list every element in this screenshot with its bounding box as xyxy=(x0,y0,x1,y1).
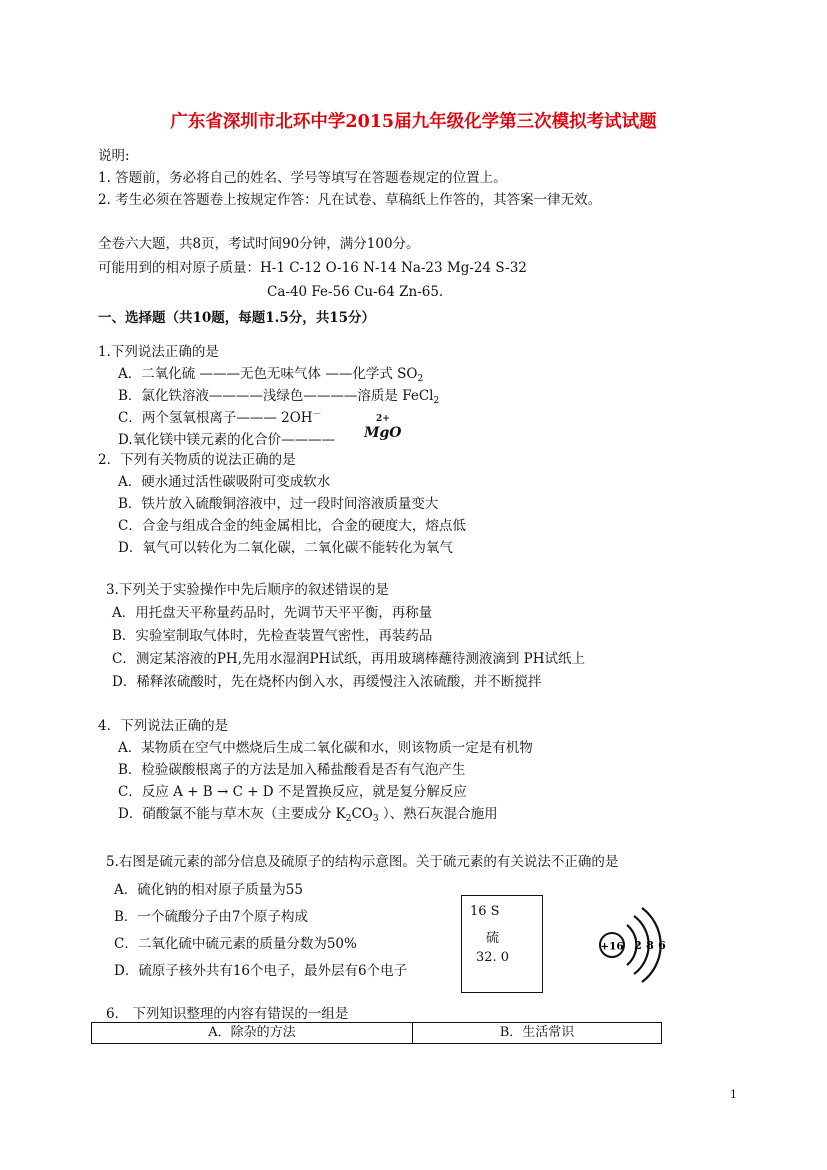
question-1-stem: 1.下列说法正确的是 xyxy=(98,344,219,360)
question-6-stem: 6． 下列知识整理的内容有错误的一组是 xyxy=(106,1006,349,1022)
question-5-option-c: C．二氧化硫中硫元素的质量分数为50% xyxy=(114,936,357,952)
question-1-option-d: D.氧化镁中镁元素的化合价———— xyxy=(118,432,336,448)
option-text: D．硝酸氯不能与草木灰（主要成分 K xyxy=(118,806,346,822)
atomic-masses-line1: 可能用到的相对原子质量：H-1 C-12 O-16 N-14 Na-23 Mg-24 S-32 xyxy=(98,260,527,276)
notes-heading: 说明: xyxy=(98,148,130,164)
subscript: 2 xyxy=(433,396,440,406)
section-heading: 一、选择题（共10题，每题1.5分，共15分） xyxy=(98,310,376,326)
subscript: 2 xyxy=(417,374,424,384)
option-text: CO xyxy=(351,806,373,822)
element-name: 硫 xyxy=(486,931,500,946)
nucleus-charge: +16 xyxy=(600,940,624,953)
question-4-option-a: A．某物质在空气中燃烧后生成二氧化碳和水，则该物质一定是有机物 xyxy=(118,740,533,756)
knowledge-table xyxy=(91,1022,662,1044)
element-number-symbol: 16 S xyxy=(470,904,500,919)
valence-charge: 2+ xyxy=(376,414,390,424)
question-1-option-c xyxy=(118,406,322,426)
question-2-option-a: A．硬水通过活性碳吸附可变成软水 xyxy=(118,474,331,490)
option-text: A．二氧化硫 ———无色无味气体 ——化学式 SO xyxy=(118,366,418,382)
option-text: ）、熟石灰混合施用 xyxy=(378,806,498,822)
note-item: 2. 考生必须在答题卷上按规定作答：凡在试卷、草稿纸上作答的，其答案一律无效。 xyxy=(98,192,602,208)
shell-electron-count: 8 xyxy=(646,939,654,952)
shell-electron-count: 2 xyxy=(634,939,642,952)
question-2-option-b: B．铁片放入硫酸铜溶液中，过一段时间溶液质量变大 xyxy=(118,496,439,512)
question-5-option-a: A．硫化钠的相对原子质量为55 xyxy=(114,882,303,898)
question-4-option-b: B．检验碳酸根离子的方法是加入稀盐酸看是否有气泡产生 xyxy=(118,762,466,778)
question-3-option-d: D．稀释浓硫酸时，先在烧杯内倒入水，再缓慢注入浓硫酸，并不断搅拌 xyxy=(112,674,542,690)
element-mass: 32. 0 xyxy=(476,950,510,965)
sulfur-atom-structure-diagram xyxy=(592,903,672,987)
page-number: 1 xyxy=(730,1088,737,1101)
subscript: 2 xyxy=(345,814,352,824)
question-2-option-d: D．氧气可以转化为二氧化碳，二氧化碳不能转化为氧气 xyxy=(118,540,453,556)
page-title: 广东省深圳市北环中学2015届九年级化学第三次模拟考试试题 xyxy=(170,112,657,132)
question-3-option-b: B．实验室制取气体时，先检查装置气密性，再装药品 xyxy=(112,628,433,644)
mgo-valence-formula xyxy=(362,414,412,446)
question-3-option-a: A．用托盘天平称量药品时，先调节天平平衡，再称量 xyxy=(112,605,433,621)
shell-electron-count: 6 xyxy=(658,939,666,952)
question-3-stem: 3.下列关于实验操作中先后顺序的叙述错误的是 xyxy=(106,582,389,598)
subscript: 3 xyxy=(372,814,379,824)
question-2-stem: 2．下列有关物质的说法正确的是 xyxy=(98,452,296,468)
atomic-masses-line2: Ca-40 Fe-56 Cu-64 Zn-65. xyxy=(267,284,444,300)
option-text: B．氯化铁溶液————浅绿色————溶质是 FeCl xyxy=(118,388,434,404)
question-2-option-c: C．合金与组成合金的纯金属相比，合金的硬度大，熔点低 xyxy=(118,518,466,534)
mgo-formula: MgO xyxy=(364,425,402,441)
question-3-option-c: C．测定某溶液的PH,先用水湿润PH试纸，再用玻璃棒蘸待测液滴到 PH试纸上 xyxy=(112,651,585,667)
option-text: C．两个氢氧根离子——— 2OH xyxy=(118,410,313,426)
question-5-stem: 5.右图是硫元素的部分信息及硫原子的结构示意图。关于硫元素的有关说法不正确的是 xyxy=(106,854,619,870)
question-1-option-b xyxy=(118,384,439,404)
question-1-option-a xyxy=(118,362,423,382)
question-5-option-d: D．硫原子核外共有16个电子，最外层有6个电子 xyxy=(114,963,408,979)
question-4-stem: 4．下列说法正确的是 xyxy=(98,718,229,734)
question-5-option-b: B．一个硫酸分子由7个原子构成 xyxy=(114,909,309,925)
superscript: － xyxy=(312,410,322,420)
table-header-cell: B．生活常识 xyxy=(499,1025,575,1040)
exam-info: 全卷六大题，共8页，考试时间90分钟，满分100分。 xyxy=(98,236,420,252)
question-4-option-c: C．反应 A + B → C + D 不是置换反应，就是复分解反应 xyxy=(118,784,467,800)
table-header-cell: A．除杂的方法 xyxy=(92,1023,413,1043)
note-item: 1. 答题前，务必将自己的姓名、学号等填写在答题卷规定的位置上。 xyxy=(98,170,507,186)
sulfur-element-card xyxy=(461,895,543,993)
question-4-option-d xyxy=(118,802,498,822)
